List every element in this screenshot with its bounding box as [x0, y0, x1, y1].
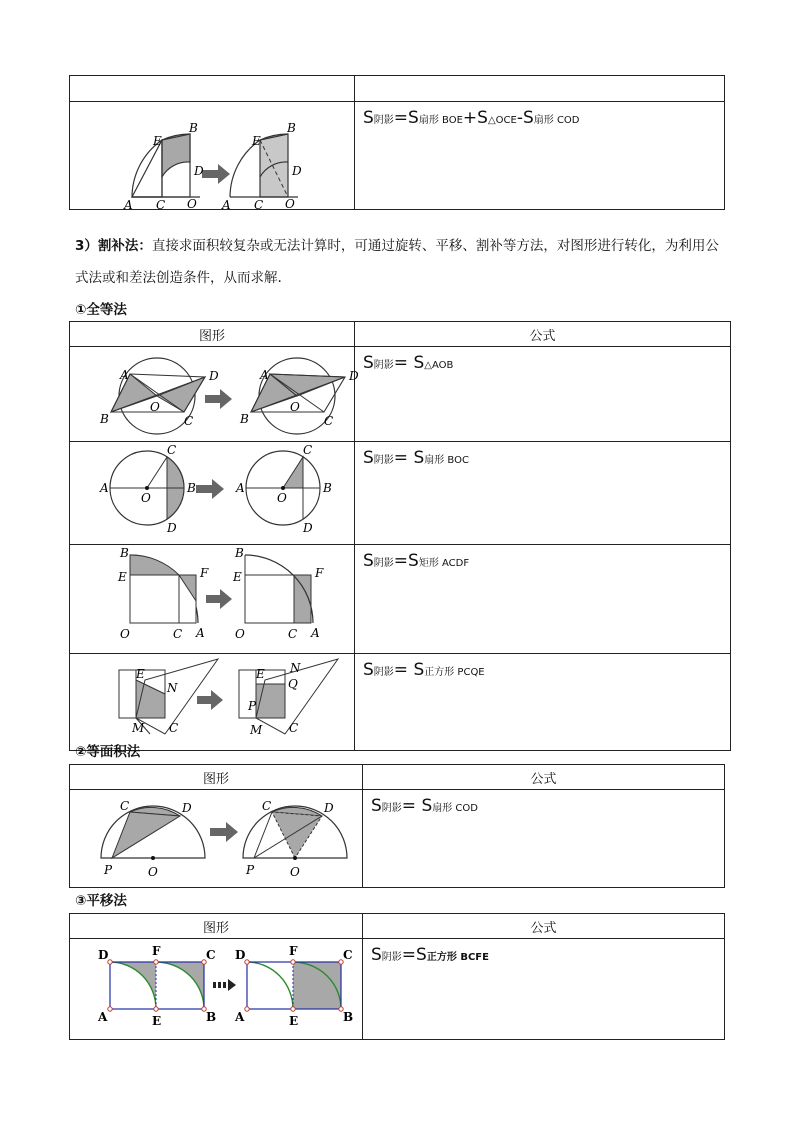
point-label: C	[343, 948, 353, 962]
point-label: Q	[288, 677, 298, 691]
point-label: E	[233, 570, 242, 584]
point-label: N	[167, 681, 178, 695]
point-label: O	[290, 400, 300, 414]
section-title: ②等面积法	[75, 744, 141, 760]
point-label: F	[315, 566, 324, 580]
point-label: C	[120, 799, 130, 813]
point-label: O	[187, 197, 197, 211]
point-label: C	[169, 721, 179, 735]
header-figure: 图形	[70, 322, 355, 347]
point-label: O	[141, 491, 151, 505]
point-label: D	[349, 369, 359, 383]
point-label: D	[194, 164, 204, 178]
top-header-cell	[355, 76, 725, 102]
formula-cell: S阴影=S矩形 ACDF	[355, 545, 731, 654]
point-label: C	[167, 443, 177, 457]
header-formula: 公式	[355, 322, 731, 347]
point-label: D	[209, 369, 219, 383]
point-label: O	[148, 865, 158, 879]
point-label: A	[120, 368, 129, 382]
section-title: ①全等法	[75, 302, 127, 318]
point-label: B	[206, 1010, 217, 1024]
formula-cell: S阴影= S正方形 PCQE	[355, 654, 731, 751]
point-label: A	[235, 1010, 245, 1024]
point-label: E	[153, 134, 162, 148]
point-label: B	[323, 481, 332, 495]
point-label: A	[98, 1010, 108, 1024]
congruence-table	[69, 321, 731, 751]
point-label: B	[287, 121, 296, 135]
point-label: B	[187, 481, 196, 495]
figure-cell	[70, 442, 355, 545]
figure-cell	[70, 790, 363, 888]
point-label: B	[240, 412, 249, 426]
figure-semicircle	[70, 790, 363, 883]
point-label: E	[252, 134, 261, 148]
point-label: O	[277, 491, 287, 505]
point-label: C	[289, 721, 299, 735]
header-formula: 公式	[363, 765, 725, 790]
point-label: P	[248, 699, 257, 713]
figure-cell	[70, 654, 355, 751]
equal-area-table	[69, 764, 725, 888]
figure-two-squares	[70, 939, 363, 1035]
header-formula: 公式	[363, 914, 725, 939]
point-label: A	[100, 481, 109, 495]
point-label: C	[324, 414, 334, 428]
point-label: C	[303, 443, 313, 457]
point-label: O	[285, 197, 295, 211]
point-label: P	[246, 863, 255, 877]
point-label: C	[262, 799, 272, 813]
figure-cell	[70, 545, 355, 654]
point-label: C	[254, 198, 264, 212]
point-label: O	[235, 627, 245, 641]
point-label: B	[343, 1010, 354, 1024]
point-label: D	[324, 801, 334, 815]
point-label: A	[124, 198, 133, 212]
point-label: A	[260, 368, 269, 382]
point-label: B	[235, 546, 244, 560]
point-label: C	[173, 627, 183, 641]
point-label: E	[118, 570, 127, 584]
point-label: C	[156, 198, 166, 212]
point-label: A	[196, 626, 205, 640]
point-label: C	[184, 414, 194, 428]
formula-cell: S阴影= S△AOB	[355, 347, 731, 442]
figure-quarter-rectangle	[70, 545, 355, 649]
figure-circle-sector	[70, 442, 355, 540]
top-header-cell	[70, 76, 355, 102]
point-label: D	[303, 521, 313, 535]
point-label: E	[289, 1014, 299, 1028]
point-label: C	[288, 627, 298, 641]
figure-cell	[70, 939, 363, 1040]
point-label: E	[152, 1014, 162, 1028]
point-label: A	[222, 198, 231, 212]
intro-text: 直接求面积较复杂或无法计算时，可通过旋转、平移、割补等方法，对图形进行转化，为利用公式法或和差法创造条件，从而求解.	[75, 238, 719, 286]
top-table	[69, 75, 725, 210]
point-label: D	[235, 948, 246, 962]
point-label: D	[167, 521, 177, 535]
point-label: M	[250, 723, 263, 737]
intro-paragraph	[75, 230, 725, 294]
point-label: O	[120, 627, 130, 641]
formula-cell: S阴影= S扇形 COD	[363, 790, 725, 888]
point-label: E	[256, 667, 265, 681]
point-label: D	[98, 948, 109, 962]
point-label: F	[289, 944, 298, 958]
formula-cell: S阴影=S扇形 BOE+S△OCE-S扇形 COD	[355, 102, 725, 210]
figure-sector-difference	[70, 102, 355, 212]
point-label: C	[206, 948, 216, 962]
point-label: A	[236, 481, 245, 495]
point-label: B	[100, 412, 109, 426]
point-label: F	[200, 566, 209, 580]
point-label: P	[104, 863, 113, 877]
point-label: A	[311, 626, 320, 640]
figure-cell	[70, 102, 355, 210]
section-title: ③平移法	[75, 893, 127, 909]
point-label: D	[182, 801, 192, 815]
point-label: E	[136, 667, 145, 681]
formula-cell: S阴影=S正方形 BCFE	[363, 939, 725, 1040]
formula-cell: S阴影= S扇形 BOC	[355, 442, 731, 545]
header-figure: 图形	[70, 765, 363, 790]
point-label: B	[189, 121, 198, 135]
figure-cell	[70, 347, 359, 442]
intro-label: 3）割补法：	[75, 238, 152, 254]
point-label: O	[290, 865, 300, 879]
point-label: O	[150, 400, 160, 414]
figure-circle-parallelogram	[70, 347, 359, 437]
point-label: B	[120, 546, 129, 560]
point-label: M	[132, 721, 145, 735]
figure-square-triangle	[70, 654, 355, 746]
header-figure: 图形	[70, 914, 363, 939]
point-label: F	[152, 944, 161, 958]
point-label: N	[290, 661, 301, 675]
point-label: D	[292, 164, 302, 178]
translation-table	[69, 913, 725, 1040]
